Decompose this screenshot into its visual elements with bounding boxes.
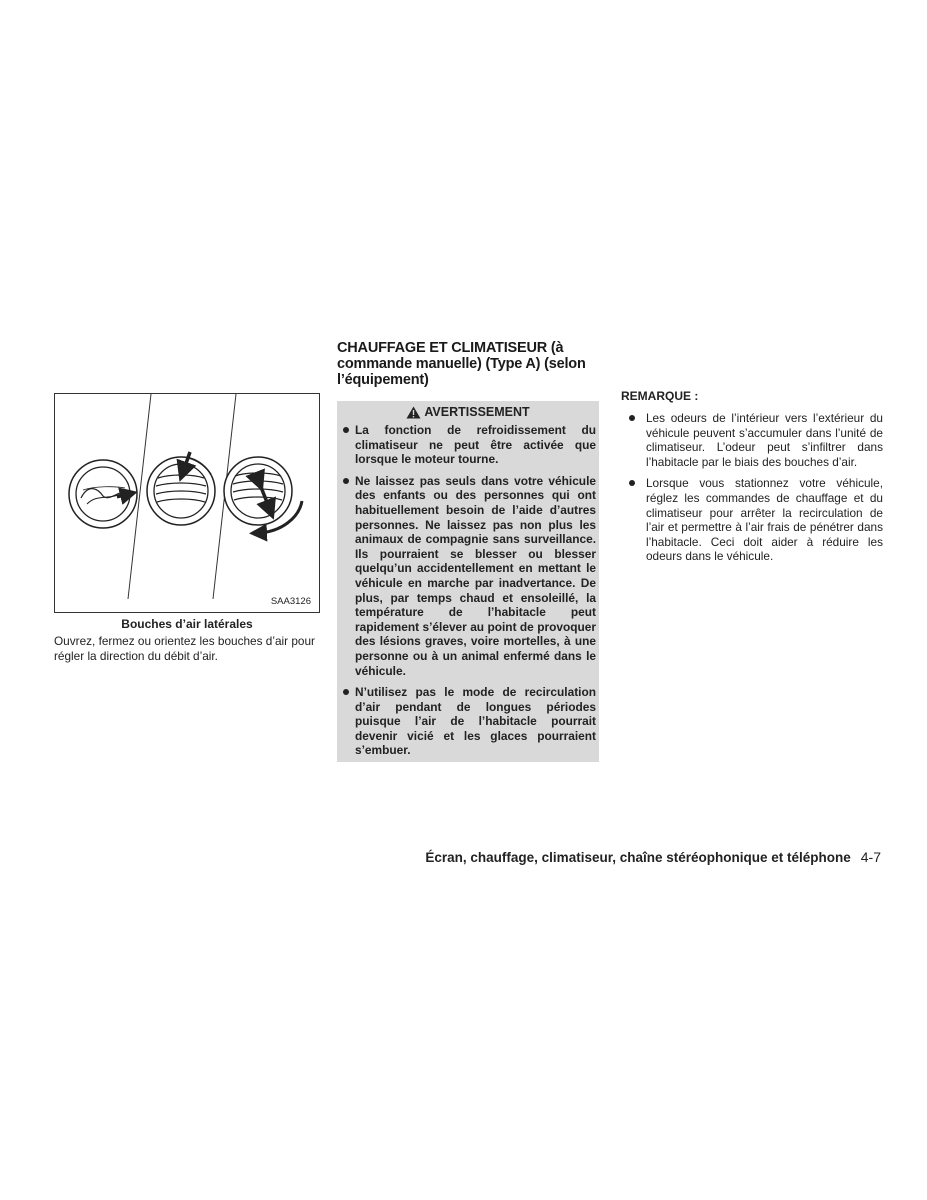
note-item: Lorsque vous stationnez votre véhicule, réglez les commandes de chauffage et du climatiseur pour arrêter la recirculation de l’air et permettre à l’air frais de pénétrer dans l’habitacle. Ceci doit aider à réduire les odeurs dans le véhicule. [621,476,883,564]
warning-title: AVERTISSEMENT [424,405,530,419]
section-title [337,340,599,388]
note-list [621,411,883,564]
figure-description: Ouvrez, fermez ou orientez les bouches d’air pour régler la direction du débit d’air. [54,634,315,663]
warning-list [340,423,596,758]
warning-item: N’utilisez pas le mode de recirculation d’air pendant de longues périodes puisque l’air de l’habitacle pourrait devenir vicié et les glaces pourraient s’embuer. [340,685,596,758]
section-title-line: CHAUFFAGE ET CLIMATISEUR (à [337,340,564,356]
section-column [337,340,599,762]
side-vent-closed-icon [69,460,137,528]
note-column [621,389,883,571]
figure-caption: Bouches d’air latérales [121,617,253,631]
side-vent-direction-icon [224,457,302,533]
section-title-line: l’équipement) [337,372,429,388]
note-title: REMARQUE : [621,389,699,403]
warning-item: Ne laissez pas seuls dans votre véhicule des enfants ou des personnes qui ont habituellement besoin de l’aide d’autres personnes. Ne laissez pas non plus les animaux de compagnie sans surveillance. Ils pourraient se blesser ou blesser quelqu’un accidentellement en mettant le véhicule en marche par inadvertance. De plus, par temps chaud et ensoleillé, la température de l’habitacle peut rapidement s’élever au point de provoquer des lésions graves, voire mortelles, à une personne ou à un animal enfermé dans le véhicule. [340,474,596,678]
figure-code: SAA3126 [270,596,311,607]
section-title-line: commande manuelle) (Type A) (selon [337,356,586,372]
warning-triangle-icon [406,406,421,419]
side-vent-open-icon [147,452,215,525]
note-item: Les odeurs de l’intérieur vers l’extérieur du véhicule peuvent s’accumuler dans l’unité de climatiseur. L’odeur peut s’infiltrer dans l’habitacle par le biais des bouches d’air. [621,411,883,469]
figure-column [54,393,320,664]
warning-item: La fonction de refroidissement du climatiseur ne peut être activée que lorsque le moteur tourne. [340,423,596,467]
warning-header [340,403,596,423]
page-number: 4-7 [860,849,881,865]
page-footer [425,849,881,865]
warning-box [337,401,599,762]
vent-illustration [54,393,320,613]
chapter-title: Écran, chauffage, climatiseur, chaîne stéréophonique et téléphone [425,850,851,865]
